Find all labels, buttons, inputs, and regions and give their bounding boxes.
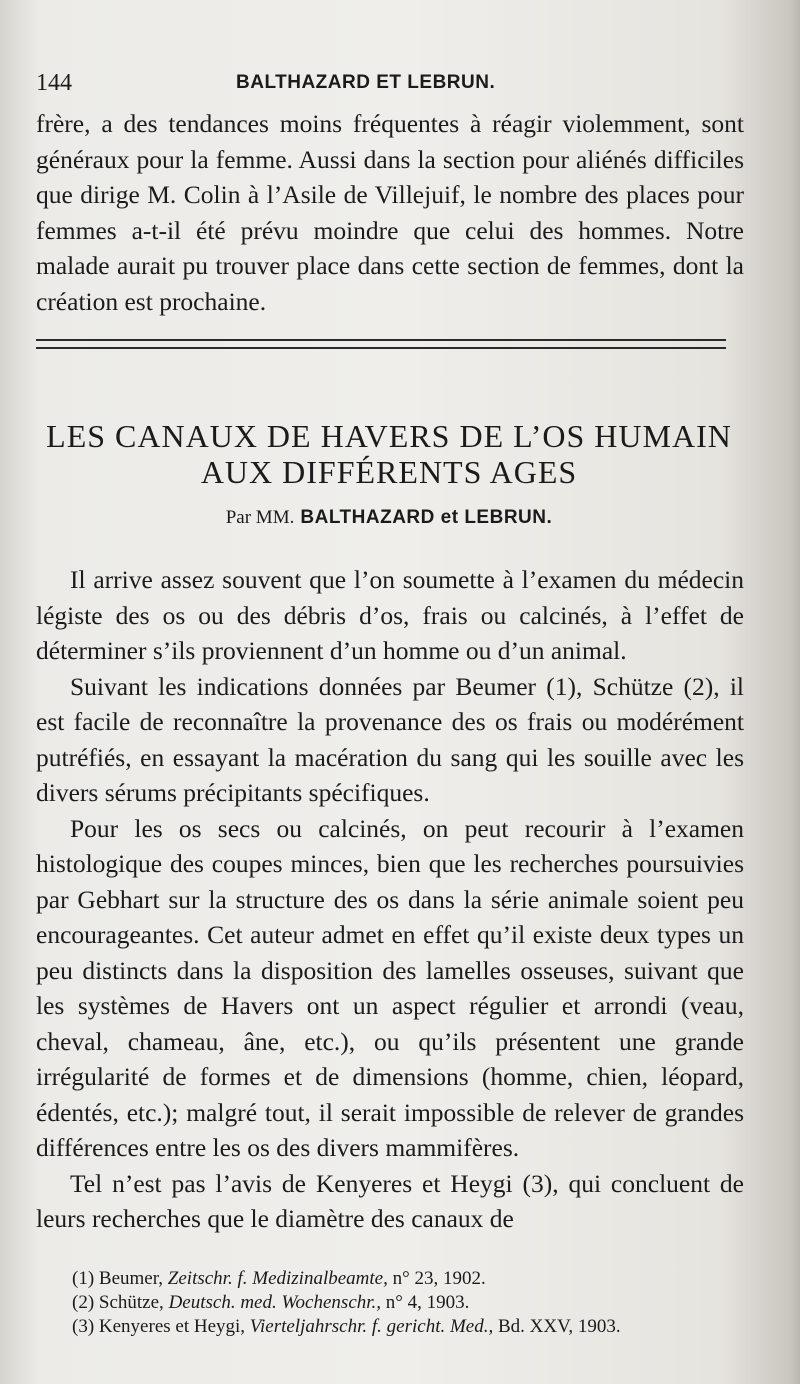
article-title-line-1: LES CANAUX DE HAVERS DE L’OS HUMAIN [46,418,732,454]
continuation-paragraph: frère, a des tendances moins fréquentes à réagir violemment, sont généraux pour la femme. Aussi dans la section pour aliénés difficiles que dirige M. Colin à l’Asile de Villejuif, le nombre des places pour femmes a-t-il été prévu moindre que celui des hommes. Notre malade aurait pu trouver place dans cette section de femmes, dont la création est prochaine. [36,109,744,316]
article-title-line-2: AUX DIFFÉRENTS AGES [200,454,578,490]
footnote [36,1291,748,1315]
footnote-journal: Vierteljahrschr. f. gericht. Med., [249,1316,494,1337]
article-title [36,418,742,490]
footnotes [36,1267,748,1339]
footnote [36,1267,748,1291]
footnote-mark: (1) [72,1268,95,1289]
footnote-details: n° 23, 1902. [392,1268,486,1289]
footnote-author: Beumer, [98,1268,164,1289]
paragraph: Tel n’est pas l’avis de Kenyeres et Heygi (3), qui concluent de leurs recherches que le diamètre des canaux de [36,1168,744,1233]
footnote-journal: Deutsch. med. Wochenschr., [168,1292,382,1313]
paragraph: Suivant les indications données par Beumer (1), Schütze (2), il est facile de reconnaître la provenance des os frais ou modérément putréfiés, en essayant la macération du sang qui les souille avec les divers sérums précipitants spécifiques. [36,671,744,807]
previous-article-ending [36,106,744,319]
footnote-author: Schütze, [98,1292,164,1313]
footnote-details: Bd. XXV, 1903. [497,1316,621,1337]
article-byline [36,506,742,529]
page-number: 144 [36,70,72,96]
article-body [36,562,744,1237]
section-divider-top [36,339,726,341]
footnote [36,1315,748,1339]
section-divider-bottom [36,347,726,349]
byline-authors: BALTHAZARD et LEBRUN. [300,507,553,528]
page-header [36,64,756,100]
running-head: BALTHAZARD ET LEBRUN. [236,72,496,93]
paragraph: Il arrive assez souvent que l’on soumette à l’examen du médecin légiste des os ou des débris d’os, frais ou calcinés, à l’effet de déterminer s’ils proviennent d’un homme ou d’un animal. [36,565,744,665]
footnote-journal: Zeitschr. f. Medizinalbeamte, [167,1268,388,1289]
footnote-details: n° 4, 1903. [385,1292,470,1313]
footnote-mark: (3) [72,1316,95,1337]
footnote-author: Kenyeres et Heygi, [98,1316,246,1337]
paragraph: Pour les os secs ou calcinés, on peut recourir à l’examen histologique des coupes minces, bien que les recherches poursuivies par Gebhart sur la structure des os dans la série animale soient peu encourageantes. Cet auteur admet en effet qu’il existe deux types un peu distincts dans la disposition des lamelles osseuses, suivant que les systèmes de Havers ont un aspect régulier et arrondi (veau, cheval, chameau, âne, etc.), ou qu’ils présentent une grande irrégularité de formes et de dimensions (homme, chien, léopard, édentés, etc.); malgré tout, il serait impossible de relever de grandes différences entre les os des divers mammifères. [36,813,744,1162]
byline-prefix: Par MM. [225,507,295,528]
footnote-mark: (2) [72,1292,95,1313]
